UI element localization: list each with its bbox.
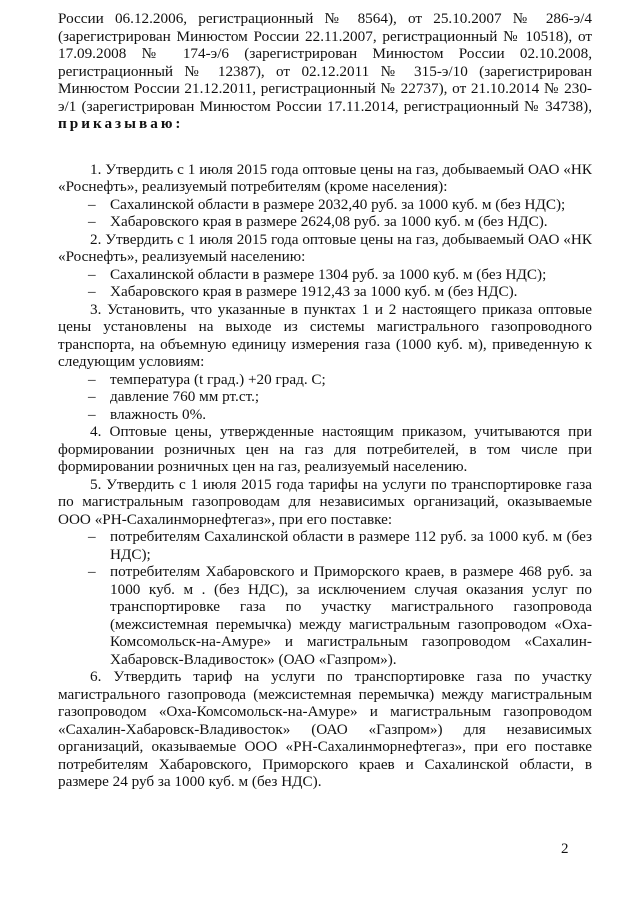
bullet-text: температура (t град.) +20 град. С; <box>110 370 326 388</box>
bullet-text: давление 760 мм рт.ст.; <box>110 388 260 405</box>
item-2-bullet-2 <box>58 283 592 301</box>
dash-mark: – <box>88 370 96 388</box>
item-6-paragraph: 6. Утвердить тариф на услуги по транспортировке газа по участку магистрального газопровода (межсистемная перемычка) между магистральным газопроводом «Оха-Комсомольск-на-Амуре» и магистральным газопроводом «Сахалин-Хабаровск-Владивосток» (ОАО «Газпром») для независимых организаций, оказываемые ООО «РН-Сахалинморнефтегаз», при его поставке потребителям Хабаровского, Приморского краев и Сахалинской области, в размере 24 руб за 1000 куб. м (без НДС). <box>58 668 592 790</box>
item-1-bullet-2 <box>58 213 592 231</box>
bullet-text: Сахалинской области в размере 1304 руб. за 1000 куб. м (без НДС); <box>110 265 547 283</box>
item-3-paragraph: 3. Установить, что указанные в пунктах 1 и 2 настоящего приказа оптовые цены установлены на выходе из системы магистрального газопроводного транспорта, на объемную единицу измерения газа (1000 куб. м), приведенную к следующим условиям: <box>58 300 592 370</box>
section-gap <box>58 133 592 161</box>
intro-paragraph <box>58 10 592 133</box>
dash-mark: – <box>88 405 96 423</box>
order-word: приказываю: <box>58 115 184 132</box>
bullet-text: Хабаровского края в размере 1912,43 за 1000 куб. м (без НДС). <box>110 283 518 300</box>
dash-mark: – <box>88 528 96 545</box>
item-1-paragraph: 1. Утвердить с 1 июля 2015 года оптовые цены на газ, добываемый ОАО «НК «Роснефть», реализуемый потребителям (кроме населения): <box>58 160 592 195</box>
dash-mark: – <box>88 563 96 580</box>
intro-text: России 06.12.2006, регистрационный № 8564), от 25.10.2007 № 286-э/4 (зарегистрирован Минюстом России 22.11.2007, регистрационный № 10518), от 17.09.2008 № 174-э/6 (зарегистрирован Минюстом России 02.10.2008, регистрационный № 12387), от 02.12.2011 № 315-э/10 (зарегистрирован Минюстом России 21.12.2011, регистрационный № 22737), от 21.10.2014 № 230-э/1 (зарегистрирован Минюстом России 17.11.2014, регистрационный № 34738), <box>58 10 592 115</box>
page-number: 2 <box>561 841 569 857</box>
bullet-text: влажность 0%. <box>110 405 207 423</box>
item-5-bullet-1 <box>58 528 592 563</box>
bullet-text: Хабаровского края в размере 2624,08 руб. за 1000 куб. м (без НДС). <box>110 213 548 230</box>
dash-mark: – <box>88 195 96 213</box>
item-5-bullet-2 <box>58 563 592 668</box>
item-2-bullet-1 <box>58 266 592 284</box>
item-3-bullet-3 <box>58 406 592 424</box>
document-page <box>58 10 592 791</box>
item-3-bullet-2 <box>58 388 592 406</box>
item-4-paragraph: 4. Оптовые цены, утвержденные настоящим приказом, учитываются при формировании розничных цен на газ для потребителей, в том числе при формировании розничных цен на газ, реализуемый населению. <box>58 423 592 475</box>
item-2-paragraph: 2. Утвердить с 1 июля 2015 года оптовые цены на газ, добываемый ОАО «НК «Роснефть», реализуемый населению: <box>58 230 592 265</box>
bullet-text: Сахалинской области в размере 2032,40 руб. за 1000 куб. м (без НДС); <box>110 195 566 213</box>
dash-mark: – <box>88 283 96 300</box>
dash-mark: – <box>88 388 96 405</box>
item-1-bullet-1 <box>58 196 592 214</box>
bullet-text: потребителям Хабаровского и Приморского краев, в размере 468 руб. за 1000 куб. м . (без НДС), за исключением случая оказания услуг по транспортировке газа по участку магистрального газопровода (межсистемная перемычка) между магистральным газопроводом «Оха-Комсомольск-на-Амуре» и магистральным газопроводом «Сахалин-Хабаровск-Владивосток» (ОАО «Газпром»). <box>110 563 592 668</box>
dash-mark: – <box>88 265 96 283</box>
dash-mark: – <box>88 213 96 230</box>
bullet-text: потребителям Сахалинской области в размере 112 руб. за 1000 куб. м (без НДС); <box>110 528 592 563</box>
item-3-bullet-1 <box>58 371 592 389</box>
item-5-paragraph: 5. Утвердить с 1 июля 2015 года тарифы на услуги по транспортировке газа по магистральным газопроводам для независимых организаций, оказываемые ООО «РН-Сахалинморнефтегаз», при его поставке: <box>58 475 592 528</box>
